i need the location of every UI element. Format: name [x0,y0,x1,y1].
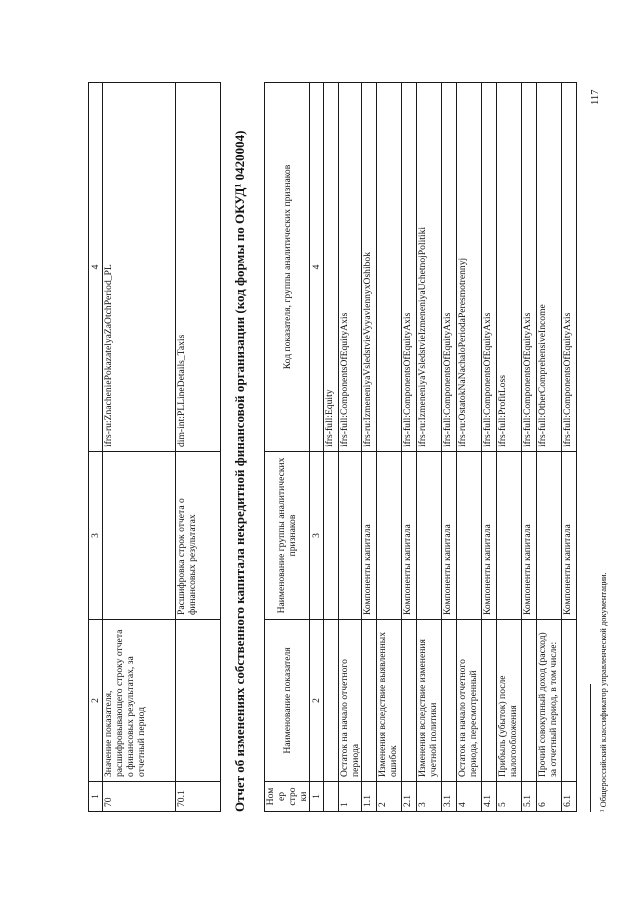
row-number: 2.1 [402,782,417,812]
indicator-name [522,620,537,782]
table-row [103,83,176,812]
row-number: 4 [457,782,482,812]
indicator-name [562,620,577,782]
table-row [442,83,457,812]
column-number: 4 [89,83,103,452]
row-number: 2 [377,782,402,812]
group-name: Компоненты капитала [562,452,577,620]
column-number: 2 [310,620,324,782]
table-row [176,83,221,812]
group-name [417,452,442,620]
column-number-row [310,83,324,812]
column-number-row [89,83,103,812]
group-name [497,452,522,620]
table-row [537,83,562,812]
section-title: Отчет об изменениях собственного капитала некредитной финансовой организации (код формы по ОКУД¹ 0420004) [232,130,247,812]
row-number: 5.1 [522,782,537,812]
table-row [522,83,537,812]
group-name: Компоненты капитала [362,452,377,620]
row-number: 6.1 [562,782,577,812]
footnote-rule [590,684,591,812]
indicator-name: Остаток на начало отчетного периода, пересмотренный [457,620,482,782]
row-number: 3 [417,782,442,812]
group-name: Компоненты капитала [402,452,417,620]
indicator-name: Изменения вследствие изменения учетной политики [417,620,442,782]
indicator-code: ifrs-full:ComponentsOfEquityAxis [442,83,457,452]
column-number: 2 [89,620,103,782]
indicator-name: Прибыль (убыток) после налогообложения [497,620,522,782]
page-number: 117 [590,89,601,105]
column-number: 4 [310,83,324,452]
row-number: 5 [497,782,522,812]
indicator-code: dim-int:PLLineDetails_Taxis [176,83,221,452]
table-row [377,83,402,812]
group-name [537,452,562,620]
group-name: Расшифровка строк отчета о финансовых результатах [176,452,221,620]
group-name [339,452,362,620]
indicator-code: ifrs-full:Equity [324,83,339,452]
indicator-code [377,83,402,452]
row-number: 70 [103,782,176,812]
footnote: ¹ Общероссийский классификатор управленческой документации. [598,572,608,812]
column-number: 1 [310,782,324,812]
column-number: 1 [89,782,103,812]
table-row [457,83,482,812]
indicator-name [402,620,417,782]
indicator-code: ifrs-ru:IzmeneniyaVsledstvieIzmeneniyaUchetnojPolitiki [417,83,442,452]
indicator-name [176,620,221,782]
indicator-name: Остаток на начало отчетного периода [339,620,362,782]
main-table [264,82,577,812]
indicator-code: ifrs-full:ComponentsOfEquityAxis [339,83,362,452]
indicator-name [362,620,377,782]
header-group-name: Наименование группы аналитических признаков [265,452,310,620]
group-name [457,452,482,620]
table-row [417,83,442,812]
top-table [88,82,221,812]
indicator-name: Изменения вследствие выявленных ошибок [377,620,402,782]
indicator-name: Прочий совокупный доход (расход) за отчетный период, в том числе: [537,620,562,782]
group-name [377,452,402,620]
indicator-name [482,620,497,782]
column-number: 3 [89,452,103,620]
row-number: 1 [339,782,362,812]
row-number: 1.1 [362,782,377,812]
group-name [103,452,176,620]
indicator-code: ifrs-full:OtherComprehensiveIncome [537,83,562,452]
row-number: 70.1 [176,782,221,812]
table-row [482,83,497,812]
row-number: 3.1 [442,782,457,812]
indicator-code: ifrs-full:ComponentsOfEquityAxis [522,83,537,452]
header-indicator-name: Наименование показателя [265,620,310,782]
group-name: Компоненты капитала [442,452,457,620]
indicator-name [324,620,339,782]
table-row [402,83,417,812]
column-number: 3 [310,452,324,620]
header-row [265,83,310,812]
row-number: 6 [537,782,562,812]
indicator-code: ifrs-full:ComponentsOfEquityAxis [562,83,577,452]
indicator-code: ifrs-full:ComponentsOfEquityAxis [402,83,417,452]
header-row-number: Номер строки [265,782,310,812]
indicator-code: ifrs-ru:IzmeneniyaVsledstvieVyyavlennyxOshibok [362,83,377,452]
indicator-name: Значение показателя, расшифровывающего строку отчета о финансовых результатах, за отчетный период [103,620,176,782]
indicator-code: ifrs-ru:ZnacheniePokazatelyaZaOtchPeriod_PL [103,83,176,452]
group-name [324,452,339,620]
table-row [562,83,577,812]
row-number [324,782,339,812]
table-row [362,83,377,812]
indicator-code: ifrs-full:ProfitLoss [497,83,522,452]
main-table-body [324,83,577,812]
indicator-name [442,620,457,782]
table-row [324,83,339,812]
indicator-code: ifrs-ru:OstatokNaNachaloPeriodaPeresmotrennyj [457,83,482,452]
header-code: Код показателя, группы аналитических признаков [265,83,310,452]
indicator-code: ifrs-full:ComponentsOfEquityAxis [482,83,497,452]
group-name: Компоненты капитала [482,452,497,620]
row-number: 4.1 [482,782,497,812]
group-name: Компоненты капитала [522,452,537,620]
table-row [339,83,362,812]
table-row [497,83,522,812]
